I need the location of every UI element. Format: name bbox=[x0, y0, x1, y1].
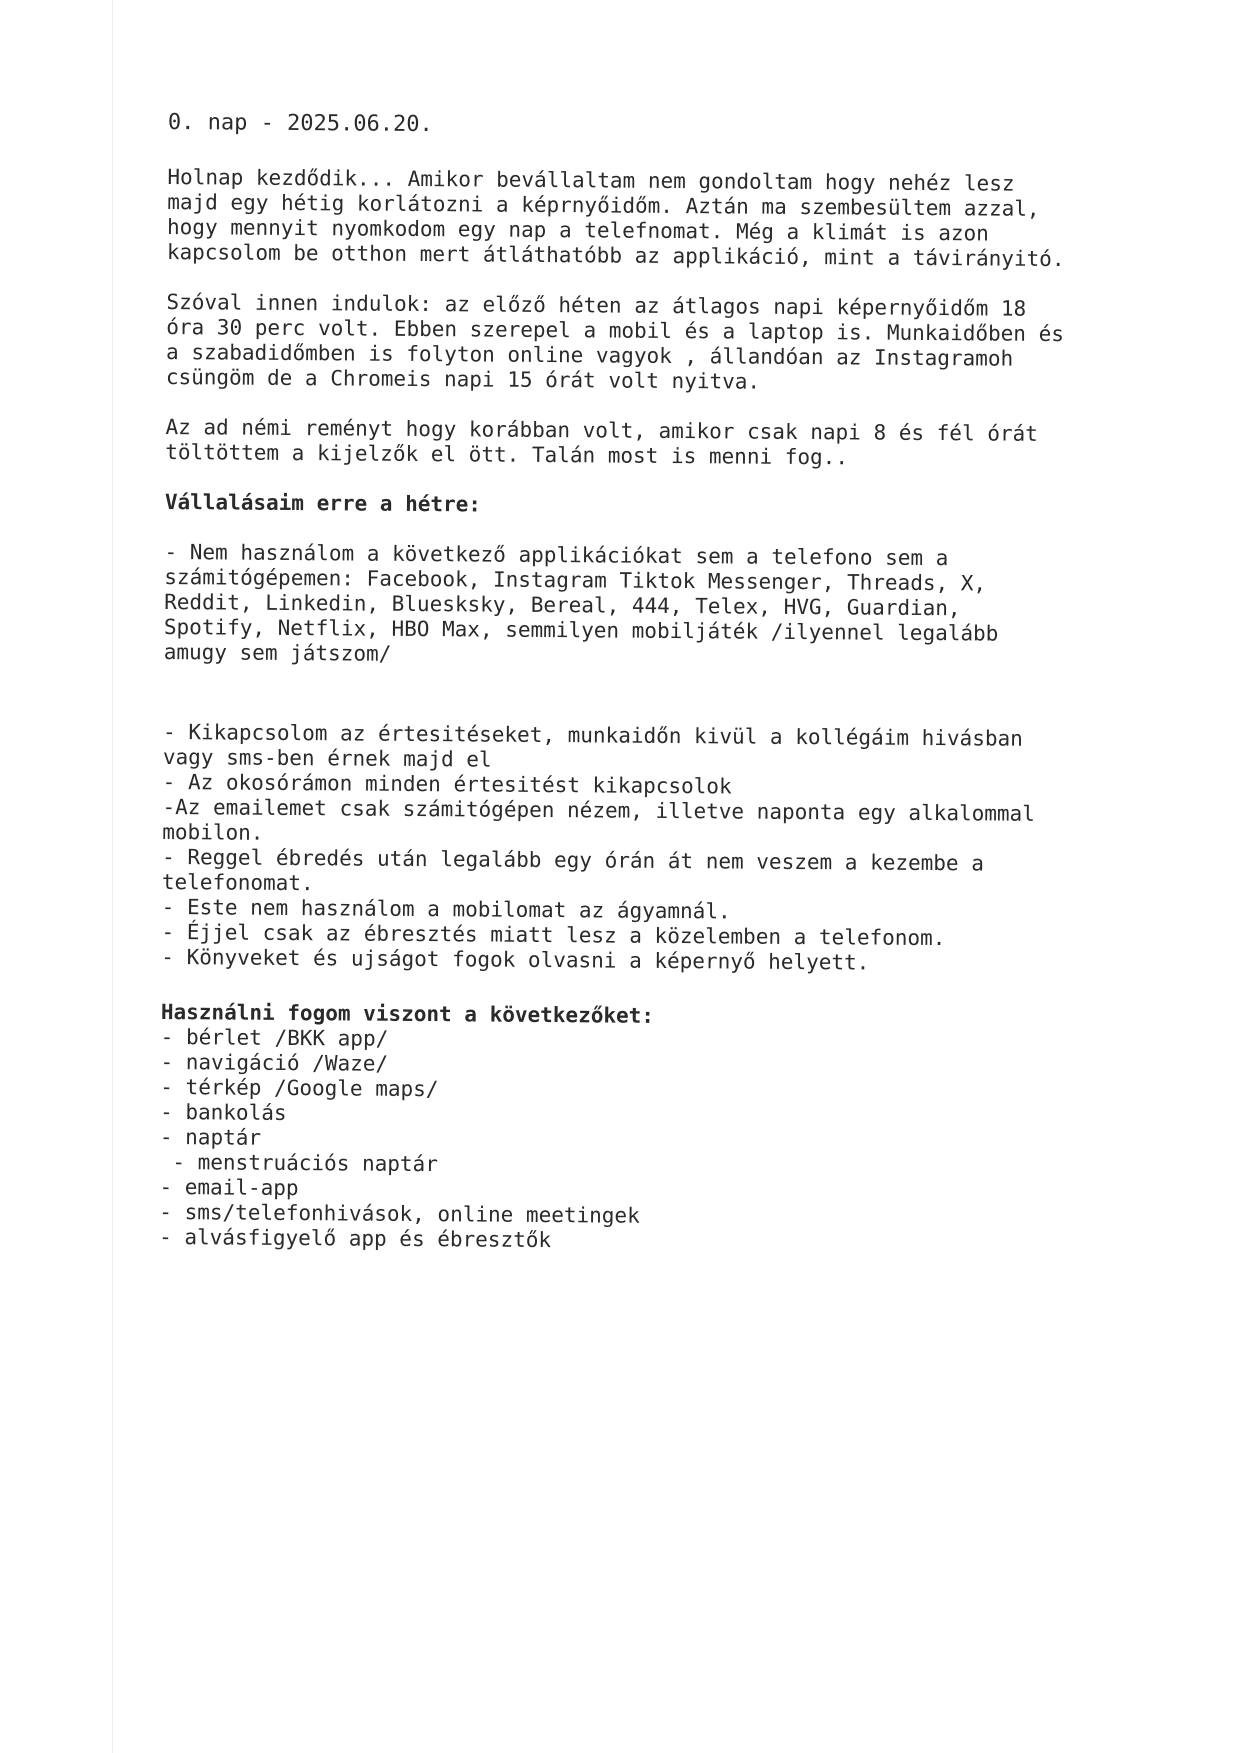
apps-item: - Nem használom a következő applikációkat sem a telefono sem a számitógépemen: Facebook, Instagram Tiktok Messenger, Threads, X, Reddit, Linkedin, Bluesksky, Bereal, 444, Telex, HVG, Guardian, Spotify, Netflix, HBO Max, semmilyen mobiljáték /ilyennel legalább amugy sem játszom/ bbox=[163, 539, 1012, 666]
allowed-item: - naptár bbox=[159, 1124, 262, 1150]
rule-item: - Kikapcsolom az értesitéseket, munkaidőn kivül a kollégáim hivásban vagy sms-ben érnek majd el bbox=[162, 719, 1036, 772]
allowed-item: - menstruációs naptár bbox=[159, 1149, 438, 1177]
baseline-paragraph: Szóval innen indulok: az előző héten az átlagos napi képernyőidőm 18 óra 30 perc volt. Ebben szerepel a mobil és a laptop is. Munkaidőben és a szabadidőmben is folyton online vagyok , állandóan az Instagramoh csüngöm de a Chromeis napi 15 órát volt nyitva. bbox=[165, 289, 1077, 394]
commitments-heading: Vállalásaim erre a hétre: bbox=[164, 489, 482, 517]
rule-item: - Reggel ébredés után legalább egy órán át nem veszem a kezembe a telefonomat. bbox=[161, 844, 997, 896]
hope-paragraph: Az ad némi reményt hogy korábban volt, amikor csak napi 8 és fél órát töltöttem a kijelzők el ött. Talán most is menni fog.. bbox=[165, 414, 1051, 470]
allowed-item: - alvásfigyelő app és ébresztők bbox=[159, 1224, 552, 1253]
rule-item: - Éjjel csak az ébresztés miatt lesz a közelemben a telefonom. bbox=[161, 919, 946, 951]
date-line: 0. nap - 2025.06.20. bbox=[167, 110, 433, 138]
allowed-item: - navigáció /Waze/ bbox=[160, 1049, 389, 1076]
allowed-heading: Használni fogom viszont a következőket: bbox=[160, 999, 655, 1028]
allowed-item: - sms/telefonhivások, online meetingek bbox=[159, 1199, 640, 1228]
allowed-item: - email-app bbox=[159, 1174, 299, 1201]
rule-item: - Este nem használom a mobilomat az ágyamnál. bbox=[161, 894, 731, 924]
rule-item: - Az okosórámon minden értesitést kikapcsolok bbox=[162, 769, 732, 799]
allowed-item: - bankolás bbox=[160, 1099, 287, 1125]
page-edge bbox=[112, 0, 113, 1753]
rule-item: -Az emailemet csak számitógépen nézem, illetve naponta egy alkalommal mobilon. bbox=[162, 794, 1048, 845]
allowed-item: - bérlet /BKK app/ bbox=[160, 1024, 389, 1051]
intro-paragraph: Holnap kezdődik... Amikor bevállaltam nem gondoltam hogy nehéz lesz majd egy hétig korlátozni a képrnyőidőm. Aztán ma szembesültem azzal, hogy mennyit nyomkodom egy nap a telefnomat. Még a klimát is azon kapcsolom be otthon mert átláthatóbb az applikáció, mint a távirányitó. bbox=[166, 164, 1065, 272]
allowed-item: - térkép /Google maps/ bbox=[160, 1074, 439, 1102]
typed-document bbox=[159, 110, 1077, 1257]
rule-item: - Könyveket és ujságot fogok olvasni a képernyő helyett. bbox=[161, 944, 870, 975]
allowed-list bbox=[159, 1025, 1061, 1257]
rules-list bbox=[161, 720, 1063, 977]
